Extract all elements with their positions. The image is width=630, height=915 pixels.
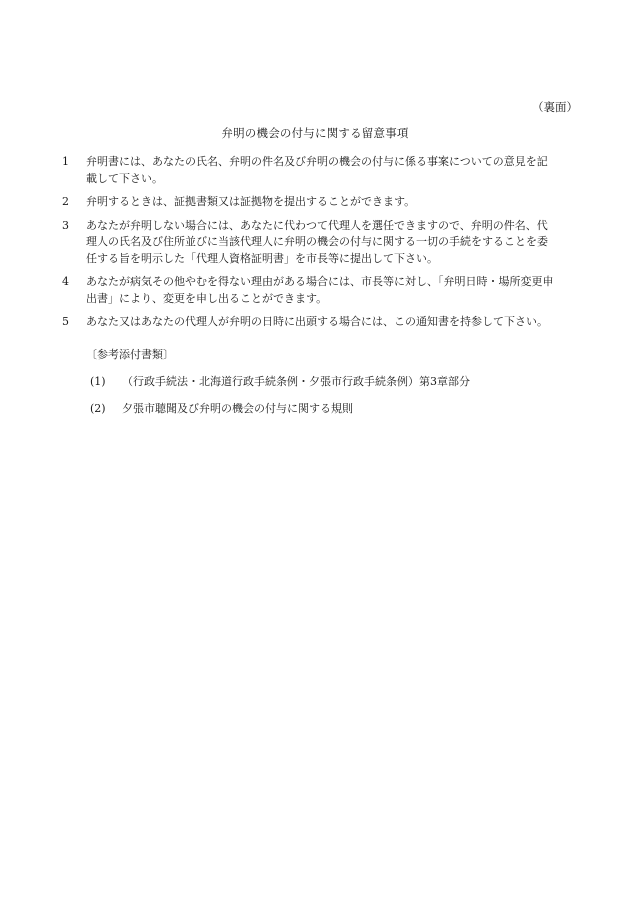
reference-number: (1) (90, 375, 106, 388)
item-text (74, 314, 580, 331)
notice-item-1 (62, 154, 580, 187)
item-line: 弁明書には、あなたの氏名、弁明の件名及び弁明の機会の付与に係る事案についての意見を記 (86, 155, 548, 168)
item-line: 弁明するときは、証拠書類又は証拠物を提出することができます。 (86, 195, 416, 208)
item-line: 理人の氏名及び住所並びに当該代理人に弁明の機会の付与に関する一切の手続をすることを委 (86, 235, 548, 248)
reference-text: （行政手続法・北海道行政手続条例・夕張市行政手続条例）第3章部分 (122, 375, 470, 388)
notice-item-3 (62, 218, 580, 268)
item-line: あなたが弁明しない場合には、あなたに代わつて代理人を選任できますので、弁明の件名、代 (86, 218, 548, 232)
notice-item-4 (62, 274, 580, 307)
item-line: 載して下さい。 (86, 171, 163, 185)
item-text (74, 194, 580, 211)
item-number: 4 (62, 275, 69, 288)
notice-items (62, 154, 580, 338)
item-line: 任する旨を明示した「代理人資格証明書」を市長等に提出して下さい。 (86, 251, 438, 265)
item-number: 1 (62, 155, 69, 168)
notice-item-2 (62, 194, 580, 211)
reference-item-2 (90, 401, 570, 417)
item-number: 5 (62, 315, 69, 328)
reference-item-1 (90, 374, 570, 390)
notice-item-5 (62, 314, 580, 331)
references-list (90, 374, 570, 428)
item-line: 出書」により、変更を申し出ることができます。 (86, 291, 328, 305)
reference-number: (2) (90, 402, 106, 415)
item-number: 2 (62, 195, 69, 208)
item-text (74, 154, 580, 187)
item-text (74, 218, 580, 268)
references-heading: 〔参考添付書類〕 (86, 348, 174, 361)
page-side-label: （裏面） (532, 100, 578, 114)
item-line: あなたが病気その他やむを得ない理由がある場合には、市長等に対し、「弁明日時・場所変更申 (86, 275, 554, 288)
reference-text: 夕張市聴聞及び弁明の機会の付与に関する規則 (122, 402, 353, 415)
item-text (74, 274, 580, 307)
item-number: 3 (62, 218, 69, 232)
item-line: あなた又はあなたの代理人が弁明の日時に出頭する場合には、この通知書を持参して下さい。 (86, 315, 548, 328)
document-title: 弁明の機会の付与に関する留意事項 (221, 126, 409, 140)
